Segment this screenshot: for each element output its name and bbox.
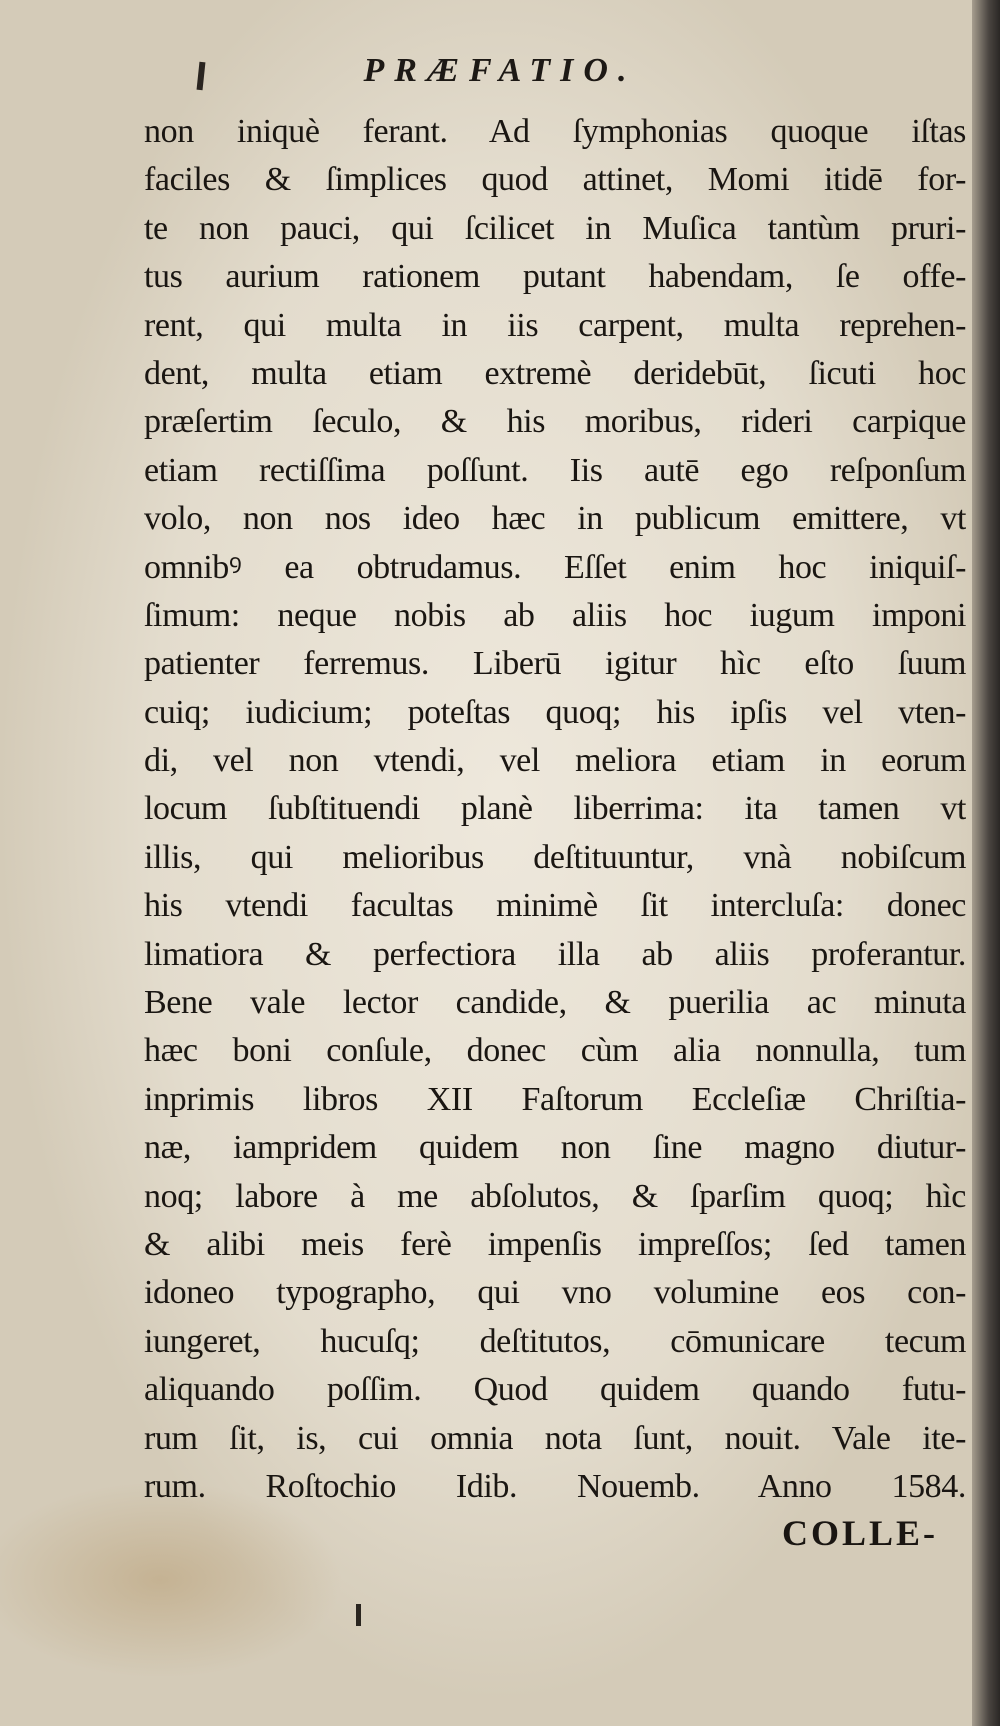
text-line: Bene vale lector candide, & puerilia ac minuta [144,984,966,1022]
text-line: hæc boni conſule, donec cùm alia nonnulla, tum [144,1032,966,1070]
text-line: ſimum: neque nobis ab aliis hoc iugum imponi [144,596,966,634]
text-line: dent, multa etiam extremè deridebūt, ſicuti hoc [144,354,966,392]
text-line: aliquando poſſim. Quod quidem quando futu- [144,1371,966,1409]
text-line: limatiora & perfectiora illa ab aliis proferantur. [144,935,966,973]
page-header: PRÆFATIO. [363,52,637,89]
text-line: noq; labore à me abſolutos, & ſparſim quoq; hìc [144,1177,966,1215]
ink-speck [356,1604,361,1626]
text-line: volo, non nos ideo hæc in publicum emittere, vt [144,500,966,538]
text-line: næ, iampridem quidem non ſine magno diutur- [144,1129,966,1167]
text-line: iungeret, hucuſq; deſtitutos, cōmunicare tecum [144,1322,966,1360]
text-line: faciles & ſimplices quod attinet, Momi itidē for- [144,161,966,199]
text-line: di, vel non vtendi, vel meliora etiam in eorum [144,742,966,780]
text-line: omnibꝰ ea obtrudamus. Eſſet enim hoc iniquiſ- [144,548,966,586]
text-line: tus aurium rationem putant habendam, ſe offe- [144,258,966,296]
page-edge-shadow [972,0,1000,1726]
text-line: etiam rectiſſima poſſunt. Iis autē ego reſponſum [144,451,966,489]
text-line: patienter ferremus. Liberū igitur hìc eſto ſuum [144,645,966,683]
text-line: cuiq; iudicium; poteſtas quoq; his ipſis vel vten- [144,693,966,731]
text-line: rum ſit, is, cui omnia nota ſunt, nouit. Vale ite- [144,1419,966,1457]
text-line: idoneo typographo, qui vno volumine eos con- [144,1274,966,1312]
text-line: illis, qui melioribus deſtituuntur, vnà nobiſcum [144,838,966,876]
catchword: COLLE- [781,1513,938,1553]
text-line: & alibi meis ferè impenſis impreſſos; ſed tamen [144,1225,966,1263]
text-line: præſertim ſeculo, & his moribus, rideri carpique [144,403,966,441]
text-line: inprimis libros XII Faſtorum Eccleſiæ Chriſtia- [144,1080,966,1118]
text-line: his vtendi facultas minimè ſit intercluſa: donec [144,887,966,925]
text-line: rent, qui multa in iis carpent, multa reprehen- [144,306,966,344]
text-line: rum. Roſtochio Idib. Nouemb. Anno 1584. [144,1467,966,1505]
text-line: te non pauci, qui ſcilicet in Muſica tantùm pruri- [144,209,966,247]
text-line: non iniquè ferant. Ad ſymphonias quoque iſtas [144,113,966,150]
body-text [144,108,966,1511]
text-line: locum ſubſtituendi planè liberrima: ita tamen vt [144,790,966,828]
